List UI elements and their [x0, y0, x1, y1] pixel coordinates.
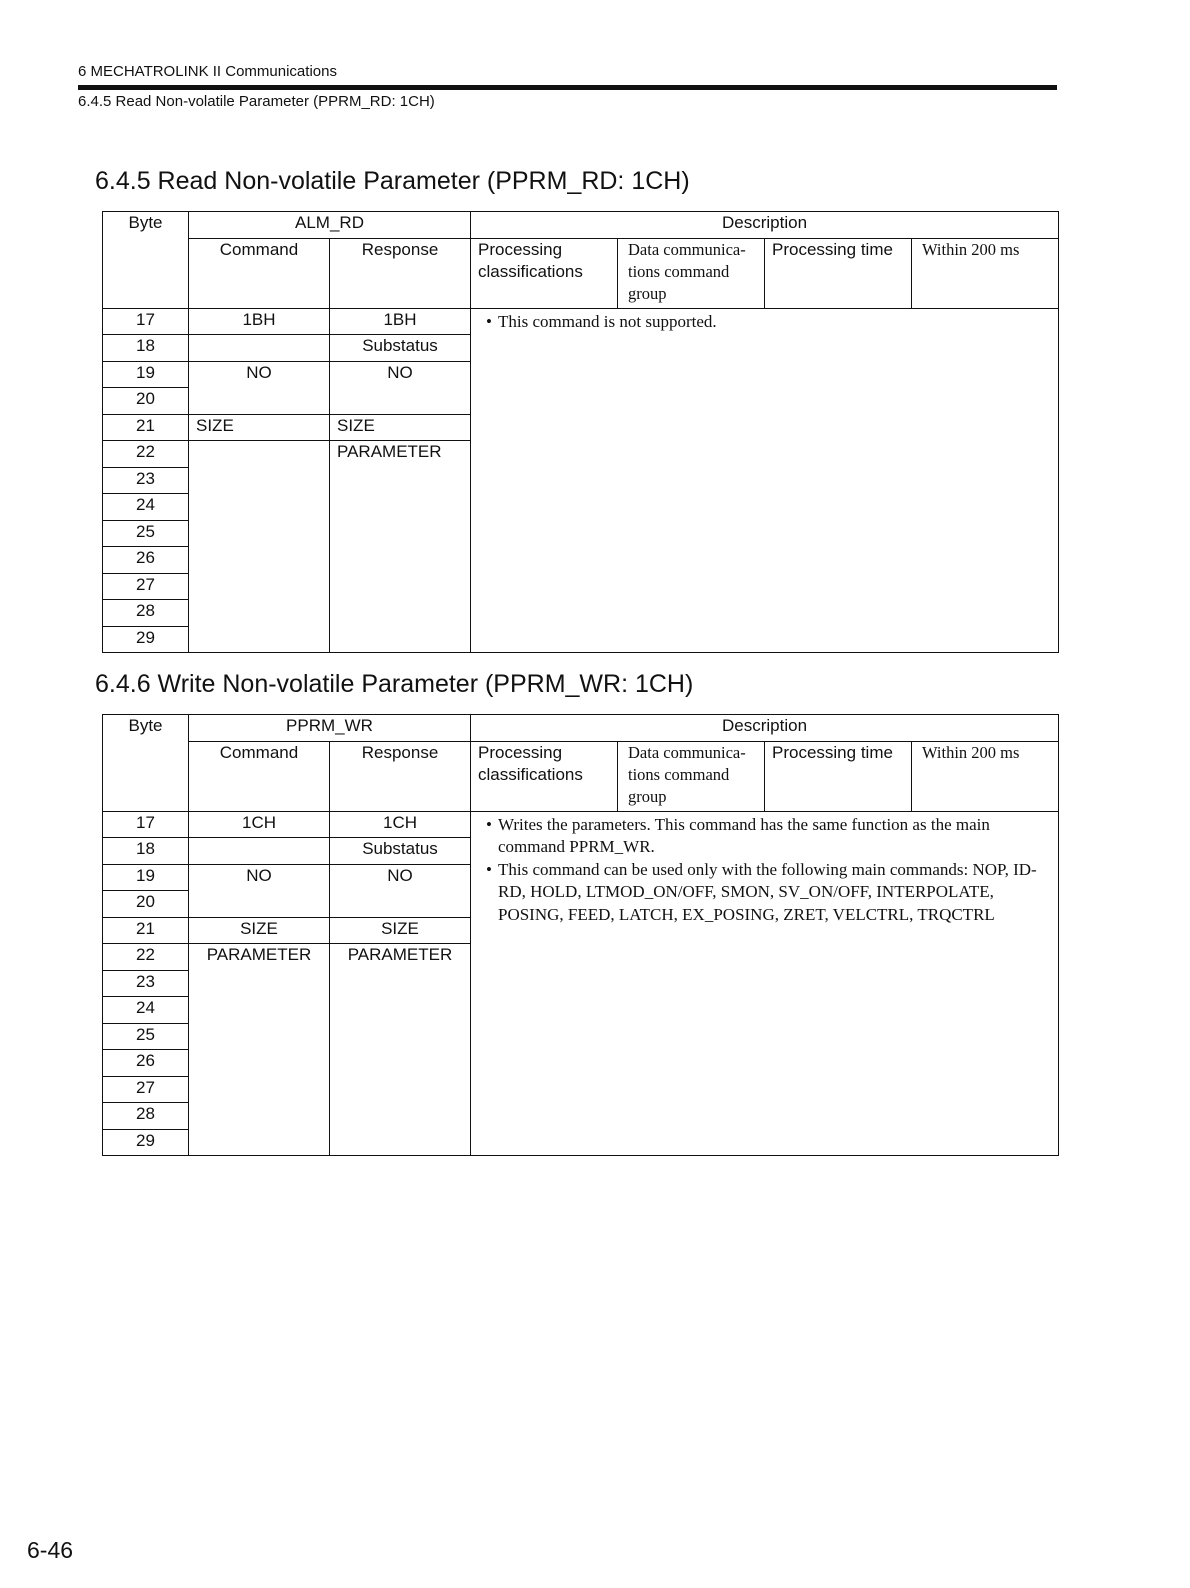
description-cell — [471, 811, 1059, 1156]
description-header: Description — [471, 715, 1059, 742]
pprm-rd-command-table — [102, 211, 1059, 653]
byte-cell: 24 — [103, 494, 189, 521]
byte-cell: 18 — [103, 838, 189, 865]
byte-cell: 20 — [103, 388, 189, 415]
processing-time-value: Within 200 ms — [912, 238, 1059, 308]
command-cell — [189, 335, 330, 362]
response-cell: NO — [330, 361, 471, 414]
running-header-section: 6.4.5 Read Non-volatile Parameter (PPRM_RD: 1CH) — [78, 93, 435, 110]
byte-cell: 28 — [103, 1103, 189, 1130]
response-cell: Substatus — [330, 335, 471, 362]
byte-cell: 26 — [103, 1050, 189, 1077]
command-cell — [189, 838, 330, 865]
byte-cell: 29 — [103, 1129, 189, 1156]
byte-cell: 17 — [103, 308, 189, 335]
response-cell: SIZE — [330, 414, 471, 441]
processing-time-label: Processing time — [765, 238, 912, 308]
processing-classifications-value: Data communica-tions command group — [618, 238, 765, 308]
description-bullet: • This command can be used only with the following main commands: NOP, ID-RD, HOLD, LTMOD_ON/OFF, SMON, SV_ON/OFF, INTERPOLATE, POSING, FEED, LATCH, EX_POSING, ZRET, VELCTRL, TRQCTRL — [486, 859, 1050, 927]
byte-cell: 28 — [103, 600, 189, 627]
byte-cell: 23 — [103, 467, 189, 494]
byte-cell: 19 — [103, 864, 189, 891]
command-cell: PARAMETER — [189, 944, 330, 1156]
processing-time-label: Processing time — [765, 741, 912, 811]
byte-cell: 22 — [103, 944, 189, 971]
byte-cell: 25 — [103, 1023, 189, 1050]
byte-header: Byte — [103, 212, 189, 309]
description-cell — [471, 308, 1059, 653]
response-column-header: Response — [330, 238, 471, 308]
byte-cell: 21 — [103, 917, 189, 944]
byte-cell: 19 — [103, 361, 189, 388]
byte-cell: 22 — [103, 441, 189, 468]
description-bullet: • This command is not supported. — [486, 311, 1050, 334]
pprm-wr-command-table — [102, 714, 1059, 1156]
response-cell: NO — [330, 864, 471, 917]
command-column-header: Command — [189, 741, 330, 811]
processing-classifications-label: Processing classifications — [471, 741, 618, 811]
byte-header: Byte — [103, 715, 189, 812]
command-name-header: ALM_RD — [189, 212, 471, 239]
command-cell: SIZE — [189, 917, 330, 944]
description-bullet: • Writes the parameters. This command has the same function as the main command PPRM_WR. — [486, 814, 1050, 859]
section-title-pprm-rd: 6.4.5 Read Non-volatile Parameter (PPRM_RD: 1CH) — [95, 167, 690, 195]
command-cell — [189, 441, 330, 653]
byte-cell: 27 — [103, 1076, 189, 1103]
processing-classifications-value: Data communica-tions command group — [618, 741, 765, 811]
byte-cell: 20 — [103, 891, 189, 918]
running-header-chapter: 6 MECHATROLINK II Communications — [78, 63, 337, 80]
byte-cell: 21 — [103, 414, 189, 441]
command-cell: NO — [189, 361, 330, 414]
response-cell: Substatus — [330, 838, 471, 865]
processing-classifications-label: Processing classifications — [471, 238, 618, 308]
command-cell: SIZE — [189, 414, 330, 441]
command-cell: 1BH — [189, 308, 330, 335]
byte-cell: 26 — [103, 547, 189, 574]
byte-cell: 25 — [103, 520, 189, 547]
response-cell: 1CH — [330, 811, 471, 838]
byte-cell: 17 — [103, 811, 189, 838]
response-cell: PARAMETER — [330, 441, 471, 653]
page-number: 6-46 — [27, 1537, 74, 1563]
byte-cell: 27 — [103, 573, 189, 600]
command-column-header: Command — [189, 238, 330, 308]
section-title-pprm-wr: 6.4.6 Write Non-volatile Parameter (PPRM_WR: 1CH) — [95, 670, 694, 698]
processing-time-value: Within 200 ms — [912, 741, 1059, 811]
command-name-header: PPRM_WR — [189, 715, 471, 742]
description-header: Description — [471, 212, 1059, 239]
response-cell: 1BH — [330, 308, 471, 335]
byte-cell: 18 — [103, 335, 189, 362]
command-cell: 1CH — [189, 811, 330, 838]
command-cell: NO — [189, 864, 330, 917]
byte-cell: 29 — [103, 626, 189, 653]
response-cell: PARAMETER — [330, 944, 471, 1156]
byte-cell: 24 — [103, 997, 189, 1024]
response-cell: SIZE — [330, 917, 471, 944]
response-column-header: Response — [330, 741, 471, 811]
byte-cell: 23 — [103, 970, 189, 997]
header-rule — [78, 85, 1057, 90]
